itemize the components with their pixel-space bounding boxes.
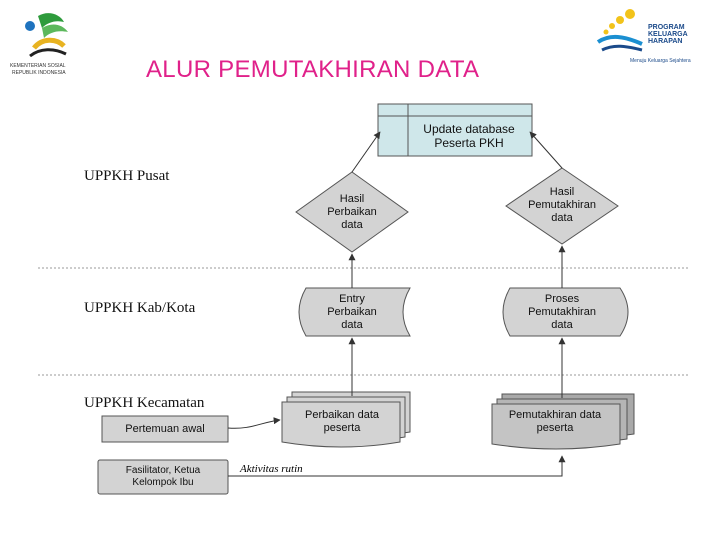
kemensos-name: KEMENTERIAN SOSIAL [10, 63, 66, 69]
lane-label-pusat: UPPKH Pusat [84, 168, 170, 184]
lane-label-kabkota: UPPKH Kab/Kota [84, 300, 196, 316]
pemutakhiran-peserta-label: Pemutakhiran data peserta [508, 409, 602, 434]
perbaikan-peserta-label: Perbaikan data peserta [305, 409, 379, 434]
proses-pemutakhiran-label: Proses Pemutakhiran data [528, 293, 596, 331]
pertemuan-awal-label: Pertemuan awal [125, 423, 205, 435]
arrow-pertemuan-to-perbaikan [228, 420, 280, 428]
lane-label-kecamatan: UPPKH Kecamatan [84, 395, 205, 411]
page-title: ALUR PEMUTAKHIRAN DATA [146, 56, 480, 83]
arrow-diamond-to-db-right [530, 132, 562, 168]
hasil-pemutakhiran-label: Hasil Pemutakhiran data [528, 186, 596, 224]
hasil-perbaikan-label: Hasil Perbaikan data [327, 193, 377, 231]
arrow-diamond-to-db-left [352, 132, 380, 172]
entry-perbaikan-label: Entry Perbaikan data [327, 293, 377, 331]
pkh-word-program: PROGRAM [648, 24, 685, 31]
aktivitas-rutin-label: Aktivitas rutin [240, 463, 303, 475]
fasilitator-label: Fasilitator, Ketua Kelompok Ibu [125, 465, 201, 488]
pkh-word-harapan: HARAPAN [648, 38, 683, 45]
pkh-word-keluarga: KELUARGA [648, 31, 688, 38]
kemensos-subname: REPUBLIK INDONESIA [12, 70, 66, 76]
pkh-tagline: Menuju Keluarga Sejahtera [630, 58, 691, 64]
update-database-label: Update database Peserta PKH [423, 122, 515, 150]
